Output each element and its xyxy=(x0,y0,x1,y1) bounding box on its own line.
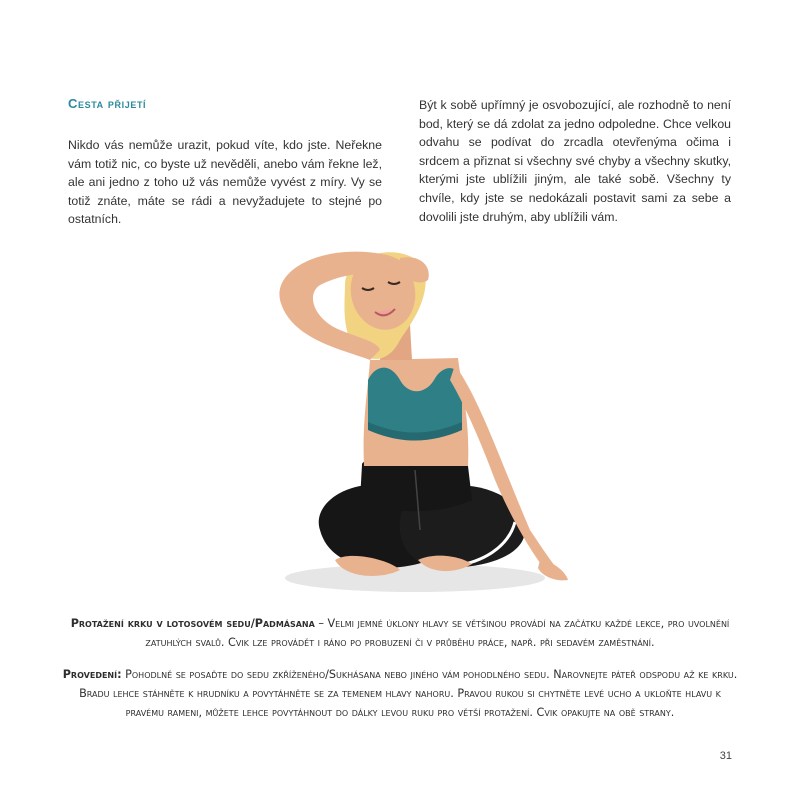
page-number: 31 xyxy=(719,750,732,762)
exercise-procedure xyxy=(62,665,738,722)
left-paragraph: Nikdo vás nemůže urazit, pokud víte, kdo jste. Neřekne vám totiž nic, co byste už nevěděli, anebo vám řekne lež, ale ani jedno z toho už vás nemůže vyvést z míry. Vy se totiž znáte, máte se rádi a nevyžadujete to stejné po ostatních. xyxy=(68,138,382,227)
exercise-description xyxy=(62,614,738,652)
section-title: Cesta přijetí xyxy=(68,96,147,111)
procedure-label: Provedení: xyxy=(62,668,122,681)
right-paragraph: Být k sobě upřímný je osvobozující, ale rozhodně to není bod, který se dá zdolat za jedno odpoledne. Chce velkou odvahu se podívat do zrcadla otevřenýma očima i srdcem a přiznat si všechny své chyby a všechny skutky, kterými jste ublížili jiným, ale také sobě. Všechny ty chvíle, kdy jste se nedokázali postavit sami za sebe a dovolili jste druhým, aby ublížili vám. xyxy=(419,98,731,224)
procedure-text: Pohodlně se posaďte do sedu zkříženého/Sukhásana nebo jiného vám pohodlného sedu. Narovnejte páteř odspodu až ke krku. Bradu lehce stáhněte k hrudníku a povytáhněte se za temenem hlavy nahoru. Pravou rukou si chytněte levé ucho a ukloňte hlavu k pravému rameni, můžete lehce povytáhnout do dálky levou ruku pro větší protažení. Cvik opakujte na obě strany. xyxy=(79,668,738,719)
exercise-name: Protažení krku v lotosovém sedu/Padmásana xyxy=(70,617,315,630)
exercise-description-text: – Velmi jemné úklony hlavy se většinou provádí na začátku každé lekce, pro uvolnění zatuhlých svalů. Cvik lze provádět i ráno po probuzení či v průběhu práce, např. při sedavém zaměstnání. xyxy=(145,617,730,649)
yoga-illustration xyxy=(250,230,590,598)
floor-shadow xyxy=(285,564,545,592)
